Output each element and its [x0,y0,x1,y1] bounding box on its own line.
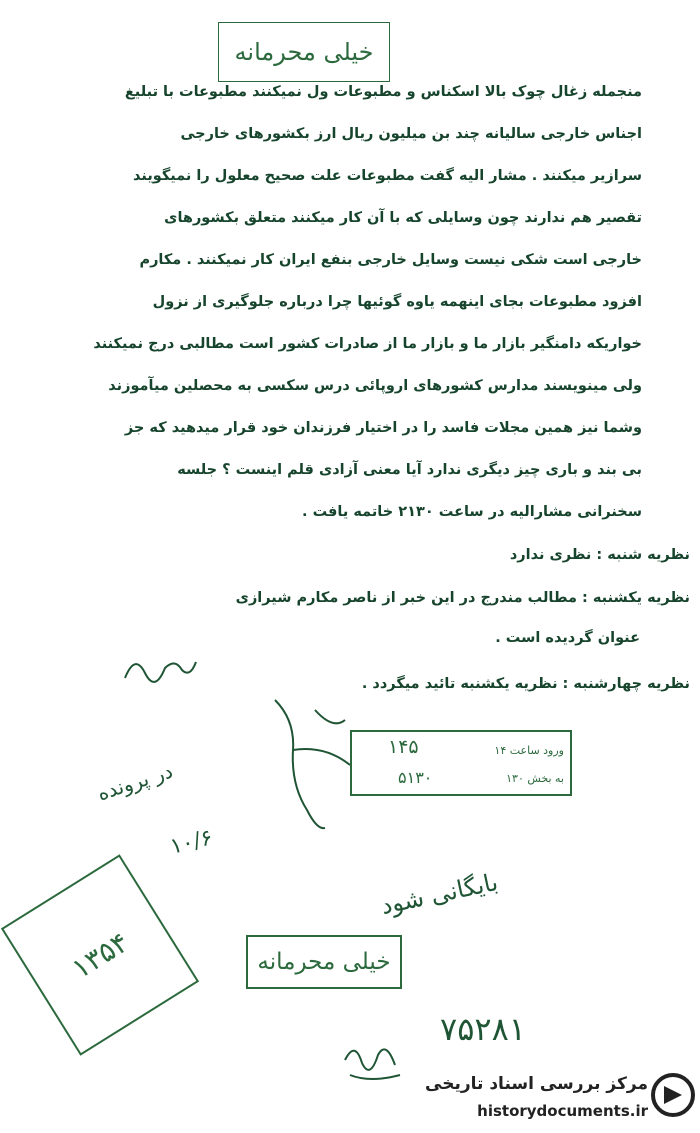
watermark-url: historydocuments.ir [477,1102,648,1120]
body-line-6: افزود مطبوعات بجای اینهمه یاوه گوئیها چرا درباره جلوگیری از نزول [152,294,642,310]
body-line-5: خارجی است شکی نیست وسایل خارجی بنفع ایران کار نمیکنند . مکارم [139,252,642,268]
body-line-9: وشما نیز همین مجلات فاسد را در اختیار فرزندان خود قرار میدهید که جز [124,420,642,436]
watermark-title: مرکز بررسی اسناد تاریخی [425,1074,648,1094]
classification-stamp-top [218,22,390,82]
handwritten-initials [340,1035,410,1085]
recommendation-wednesday: نظریه چهارشنبه : نظریه یکشنبه تائید میگردد . [361,676,690,692]
classification-stamp-middle [246,935,402,989]
body-line-10: بی بند و باری چیز دیگری ندارد آیا معنی آزادی قلم اینست ؟ جلسه [177,462,642,478]
body-line-1: منجمله زغال چوک بالا اسكناس و مطبوعات ول نمیکنند مطبوعات با تبلیغ [124,84,642,100]
watermark-logo [420,1068,696,1130]
registration-stamp-number2: ۵۱۳۰ [398,768,433,787]
body-line-11: سخنرانی مشارالیه در ساعت ۲۱۳۰ خاتمه یافت . [302,504,642,520]
signature-mark [120,648,200,688]
body-line-4: تقصیر هم ندارند چون وسایلی که با آن کار میکنند متعلق بکشورهای [164,210,642,226]
handwritten-lower-note: بایگانی شود [378,867,501,921]
body-line-7: خواریکه دامنگیر بازار ما و بازار ما از صادرات کشور است مطالبی درج نمیکنند [93,336,642,352]
rotated-stamp [1,854,199,1055]
recommendation-sunday: نظریه یکشنبه : مطالب مندرج در این خبر از ناصر مکارم شیرازی [235,590,690,606]
registration-stamp-number: ۱۴۵ [388,736,419,758]
archive-logo-icon [650,1072,696,1118]
registration-stamp-line1: ورود ساعت ۱۴ [494,744,564,757]
classification-stamp-top-text: خیلی محرمانه [234,38,374,66]
handwritten-margin-note: در پرونده [94,758,176,806]
classification-stamp-middle-text: خیلی محرمانه [257,949,391,975]
registration-stamp [350,730,572,796]
handwritten-document-number: ۷۵۲۸۱ [440,1010,526,1048]
body-line-3: سرازیر میکنند . مشار الیه گفت مطبوعات علت صحیح معلول را نمیگویند [133,168,642,184]
recommendation-sunday-cont: عنوان گردیده است . [495,630,640,646]
handwritten-margin-number: ۱۰/۶ [167,825,216,860]
rotated-stamp-text: ۱۳۵۴ [65,925,135,985]
body-line-8: ولی مینویسند مدارس کشورهای اروپائی درس سکسی به محصلین میآموزند [108,378,642,394]
recommendation-saturday: نظریه شنبه : نظری ندارد [509,547,690,563]
registration-stamp-line2: به بخش ۱۳۰ [506,772,564,785]
body-line-2: اجناس خارجی سالیانه چند بن میلیون ریال ارز بکشورهای خارجی [180,126,642,142]
handwritten-flourish [255,690,365,840]
